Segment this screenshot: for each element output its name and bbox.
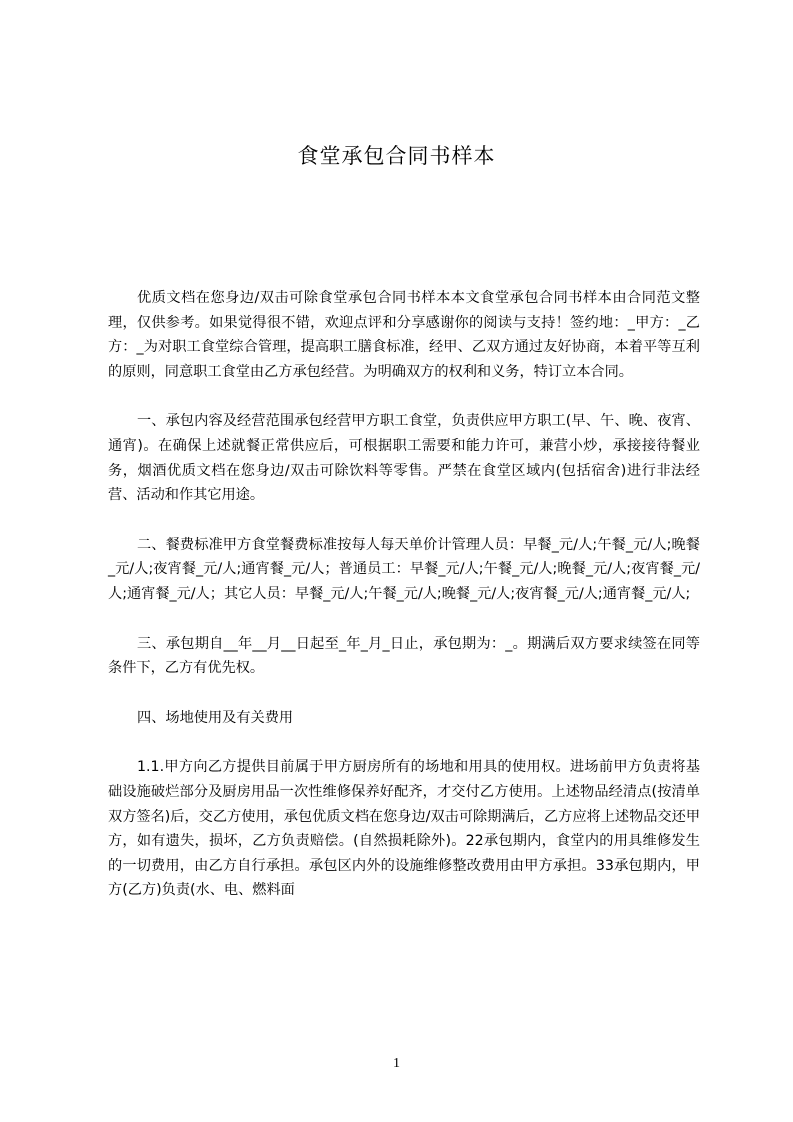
- paragraph-gap: [108, 508, 700, 533]
- document-title: 食堂承包合同书样本: [297, 144, 496, 168]
- paragraph-section-1: 一、承包内容及经营范围承包经营甲方职工食堂，负责供应甲方职工(早、午、晚、夜宵、通宵)。在确保上述就餐正常供应后，可根据职工需要和能力许可，兼营小炒，承接接待餐业务，烟酒优质文档在您身边/双击可除饮料等零售。严禁在食堂区域内(包括宿舍)进行非法经营、活动和作其它用途。: [108, 413, 700, 504]
- paragraph-section-4-heading: 四、场地使用及有关费用: [137, 709, 294, 726]
- paragraph-gap: [108, 384, 700, 409]
- paragraph-section-3: 三、承包期自__年__月__日起至_年_月_日止，承包期为：_。期满后双方要求续签在同等条件下，乙方有优先权。: [108, 635, 700, 677]
- document-body: [108, 286, 700, 903]
- paragraph-gap: [108, 607, 700, 632]
- paragraph-gap: [108, 681, 700, 706]
- paragraph-section-2: 二、餐费标准甲方食堂餐费标准按每人每天单价计管理人员：早餐_元/人;午餐_元/人;晚餐_元/人;夜宵餐_元/人;通宵餐_元/人；普通员工：早餐_元/人;午餐_元/人;晚餐_元/人;夜宵餐_元/人;通宵餐_元/人；其它人员：早餐_元/人;午餐_元/人;晚餐_元/人;夜宵餐_元/人;通宵餐_元/人;: [108, 536, 700, 602]
- paragraph-section-4-1: 1.1.甲方向乙方提供目前属于甲方厨房所有的场地和用具的使用权。进场前甲方负责将基础设施破烂部分及厨房用品一次性维修保养好配齐，才交付乙方使用。上述物品经清点(按清单双方签名)后，交乙方使用，承包优质文档在您身边/双击可除期满后，乙方应将上述物品交还甲方，如有遗失，损坏，乙方负责赔偿。(自然损耗除外)。22承包期内，食堂内的用具维修发生的一切费用，由乙方自行承担。承包区内外的设施维修整改费用由甲方承担。33承包期内，甲方(乙方)负责(水、电、燃料面: [108, 759, 701, 899]
- paragraph-intro: 优质文档在您身边/双击可除食堂承包合同书样本本文食堂承包合同书样本由合同范文整理，仅供参考。如果觉得很不错，欢迎点评和分享感谢你的阅读与支持！签约地：_甲方：_乙方：_为对职工食堂综合管理，提高职工膳食标准，经甲、乙双方通过友好协商，本着平等互利的原则，同意职工食堂由乙方承包经营。为明确双方的权利和义务，特订立本合同。: [108, 290, 700, 380]
- paragraph-gap: [108, 730, 700, 755]
- page-number: 1: [393, 1056, 400, 1071]
